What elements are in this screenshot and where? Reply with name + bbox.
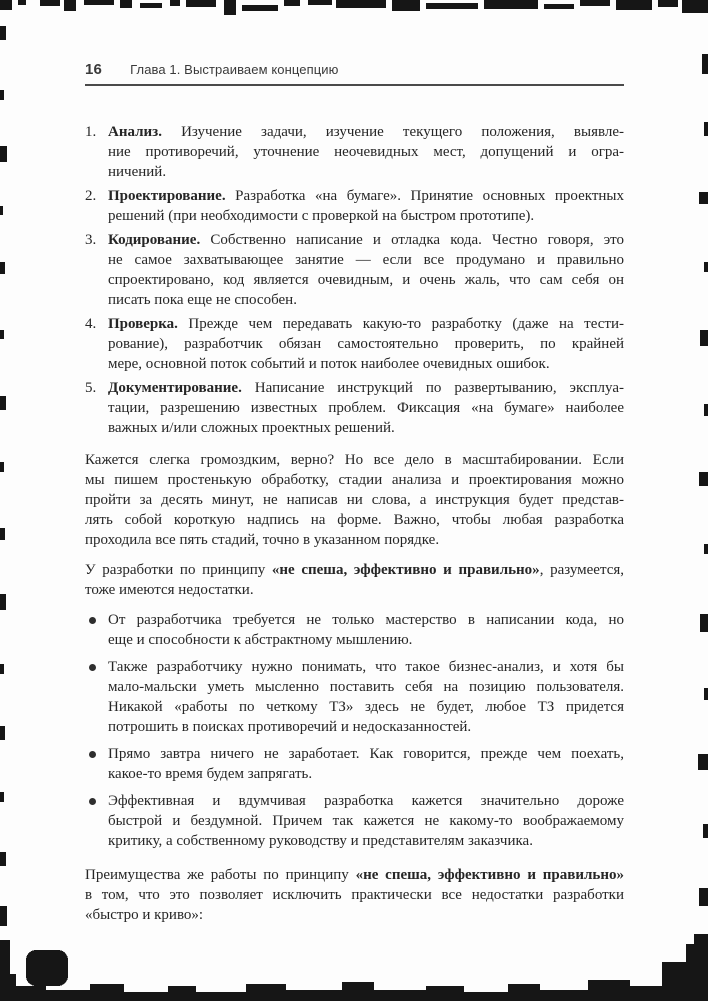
paragraph [85,865,624,925]
text-line [108,677,624,697]
text-span: «быстро и криво»: [85,907,204,923]
text-line [108,697,624,717]
page-header [85,61,624,78]
text-line [108,764,624,784]
bullet-marker [85,610,108,650]
text-span: лять собой короткую надпись на форме. Важно, чтобы любая разработка [85,512,624,528]
text-span: решений (при необходимости с проверкой на быстром прототипе). [108,208,535,224]
text-span: Эффективная и вдумчивая разработка кажется значительно дороже [108,793,624,809]
text-line [108,230,624,250]
text-line [108,334,624,354]
text-line [108,630,624,650]
text-line [108,610,624,630]
text-span: не самое захватывающее занятие — если все продумано и правильно [108,252,624,268]
text-line [108,354,624,374]
text-line [85,490,624,510]
text-line [108,142,624,162]
text-line [85,905,624,925]
bold-text: Проверка. [108,316,178,332]
text-span: Разработка «на бумаге». Принятие основных проектных [225,188,624,204]
text-line [85,560,624,580]
list-item-2 [85,186,624,226]
bold-text: Анализ. [108,124,162,140]
text-line [108,831,624,851]
page-number: 16 [85,61,103,78]
bullet-dot-icon [89,798,96,805]
text-span: Собственно написание и отладка кода. Честно говоря, это [200,232,624,248]
bold-text: «не спеша, эффективно и правильно» [355,867,624,883]
bullet-marker [85,657,108,737]
text-span: ничений. [108,164,167,180]
paragraph [85,450,624,550]
bullet-marker [85,791,108,851]
text-line [85,450,624,470]
list-number: 2. [85,188,97,204]
list-item-5 [85,378,624,438]
bullet-item [85,791,624,851]
page-content [85,122,624,925]
bullet-dot-icon [89,617,96,624]
text-line [108,811,624,831]
text-line [85,470,624,490]
text-line [108,162,624,182]
text-span: потрошить в поисках противоречий и недосказанностей. [108,719,472,735]
text-span: Также разработчику нужно понимать, что такое бизнес-анализ, и хотя бы [108,659,624,675]
text-span: в том, что это позволяет исключить практически все недостатки разработки [85,887,624,903]
list-item-1 [85,122,624,182]
text-line [85,510,624,530]
text-line [108,378,624,398]
text-span: еще и способности к абстрактному мышлению. [108,632,413,648]
text-span: Изучение задачи, изучение текущего положения, выявле- [161,124,624,140]
list-number: 3. [85,232,97,248]
text-span: мы пишем простенькую обработку, стадии анализа и проектирования можно [85,472,624,488]
text-line [108,270,624,290]
text-span: какое-то время будем запрягать. [108,766,313,782]
text-line [85,865,624,885]
text-span: Никакой «работы по четкому ТЗ» здесь не будет, любое ТЗ придется [108,699,624,715]
text-span: мере, основной поток событий и поток наиболее очевидных ошибок. [108,356,550,372]
text-line [85,885,624,905]
text-span: быстрой и бездумной. Причем так кажется не какому-то воображаемому [108,813,624,829]
bullet-dot-icon [89,664,96,671]
text-line [108,418,624,438]
text-line [108,186,624,206]
header-rule [85,84,624,86]
bold-text: Кодирование. [108,232,201,248]
bold-text: Документирование. [108,380,242,396]
text-span: Преимущества же работы по принципу [85,867,356,883]
text-span: рование), разработчик обязан самостоятельно проверить, по крайней [108,336,624,352]
text-span: проходила все пять стадий, точно в указанном порядке. [85,532,440,548]
text-span: спроектировано, код является очевидным, и очень жаль, что сам себя он [108,272,624,288]
bold-text: Проектирование. [108,188,226,204]
text-span: От разработчика требуется не только мастерство в написании кода, но [108,612,624,628]
text-span: У разработки по принципу [85,562,272,578]
text-span: Написание инструкций по развертыванию, эксплуа- [241,380,624,396]
paragraph [85,560,624,600]
text-span: мало-мальски уметь мысленно поставить себя на позицию пользователя. [108,679,624,695]
text-span: тоже имеются недостатки. [85,582,254,598]
text-line [108,717,624,737]
text-span: критику, а собственному руководству и представителям заказчика. [108,833,533,849]
text-span: важных и/или сложных проектных решений. [108,420,395,436]
text-line [108,657,624,677]
bullet-item [85,657,624,737]
text-span: , разумеется, [539,562,624,578]
list-number: 5. [85,380,97,396]
list-item-4 [85,314,624,374]
text-span: ние противоречий, уточнение неочевидных мест, допущений и огра- [108,144,624,160]
bullet-item [85,744,624,784]
bullet-item [85,610,624,650]
list-number: 1. [85,124,97,140]
text-line [108,250,624,270]
list-number: 4. [85,316,97,332]
bold-text: «не спеша, эффективно и правильно» [271,562,540,578]
text-line [108,398,624,418]
list-item-3 [85,230,624,310]
bullet-marker [85,744,108,784]
text-line [85,530,624,550]
text-line [108,206,624,226]
chapter-title: Глава 1. Выстраиваем концепцию [130,62,339,77]
text-line [108,314,624,334]
bullet-dot-icon [89,751,96,758]
text-line [108,122,624,142]
text-span: Кажется слегка громоздким, верно? Но все дело в масштабировании. Если [85,452,624,468]
text-line [108,791,624,811]
text-span: писать пока еще не способен. [108,292,297,308]
text-span: тации, разрешению известных проблем. Фиксация «на бумаге» наиболее [108,400,624,416]
text-line [108,744,624,764]
text-line [85,580,624,600]
text-span: пройти за десять минут, не написав ни слова, а инструкция будет представ- [85,492,624,508]
text-line [108,290,624,310]
text-span: Прямо завтра ничего не заработает. Как говорится, прежде чем поехать, [108,746,624,762]
text-span: Прежде чем передавать какую-то разработку (даже на тести- [177,316,624,332]
